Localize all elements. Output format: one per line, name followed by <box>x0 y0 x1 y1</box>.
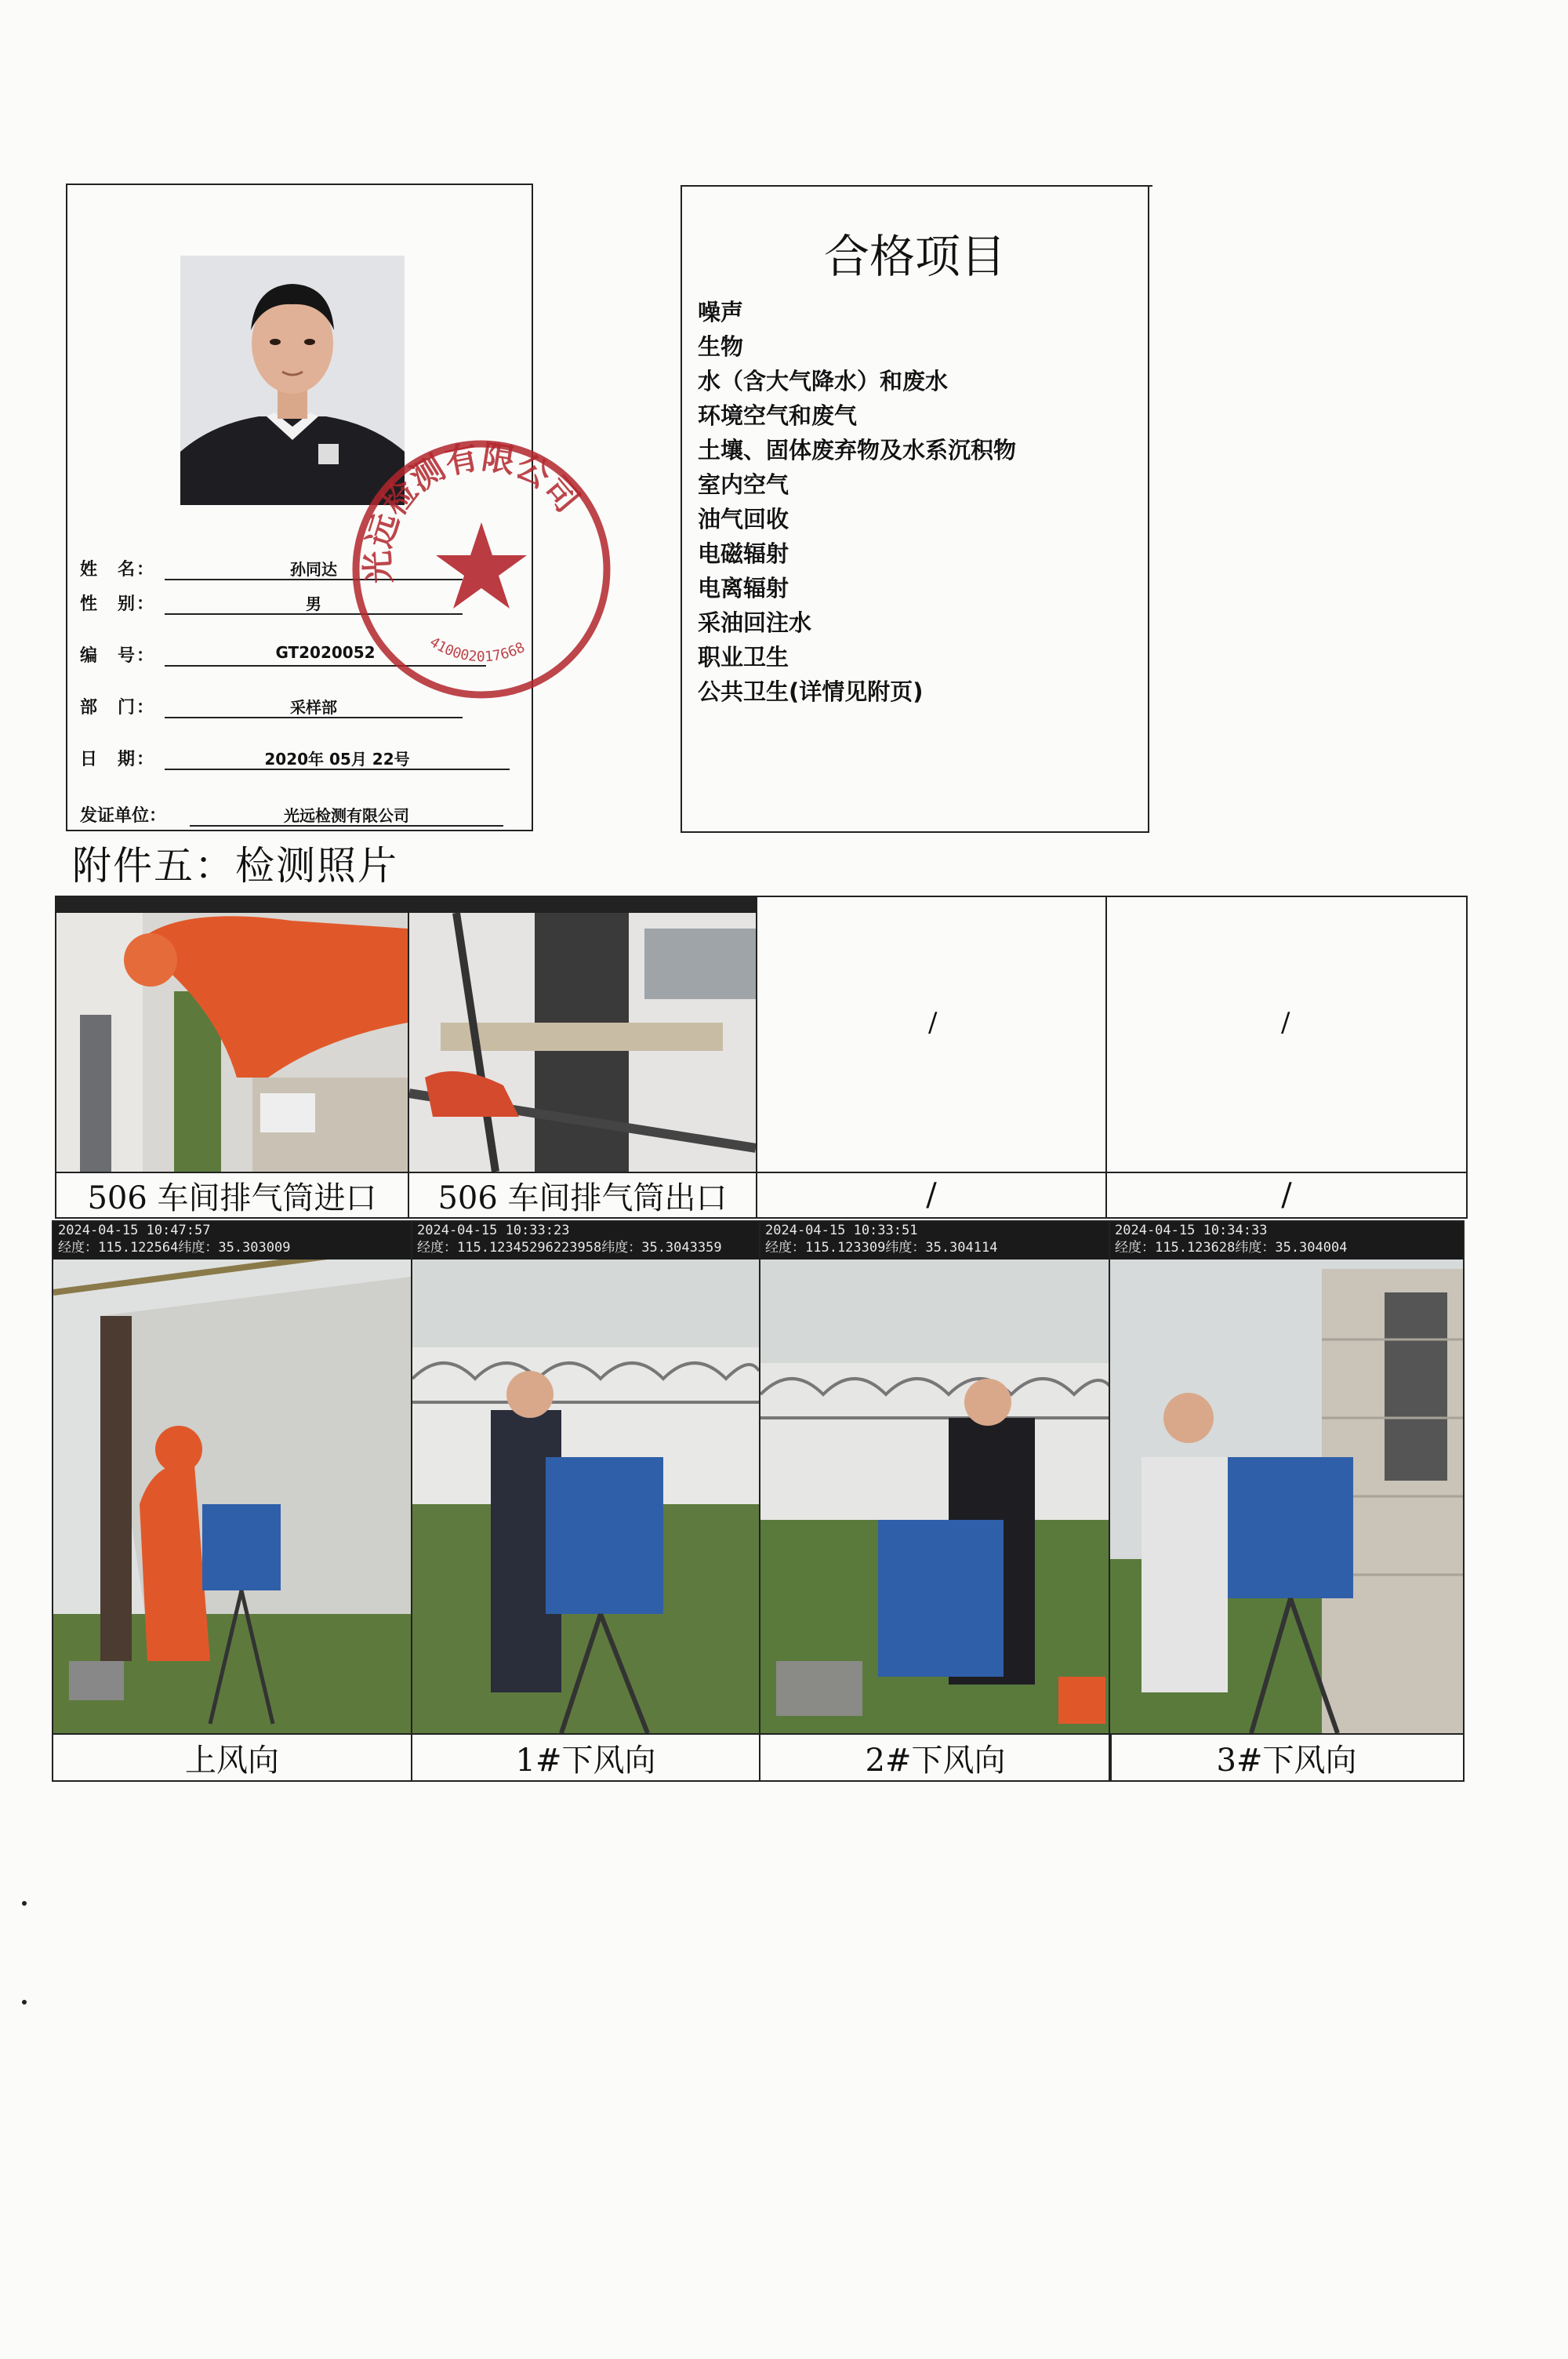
caption-empty-2: / <box>1105 1172 1468 1219</box>
qual-item: 生物 <box>698 333 744 360</box>
photo-exhaust-inlet <box>56 897 408 1172</box>
svg-text:410002017668 <box>426 634 528 665</box>
label-gender: 性 别： <box>80 594 156 614</box>
caption-downwind-2: 2#下风向 <box>759 1733 1112 1782</box>
photo-cell-empty-2 <box>1105 896 1468 1173</box>
qual-item: 油气回收 <box>698 506 789 533</box>
caption-downwind-3: 3#下风向 <box>1109 1733 1465 1782</box>
qual-item: 室内空气 <box>698 471 789 498</box>
qual-item: 公共卫生(详情见附页) <box>698 678 924 705</box>
card-row-date <box>80 739 510 770</box>
qual-item: 电磁辐射 <box>698 540 789 567</box>
photo-cell-downwind-3 <box>1109 1220 1465 1735</box>
qual-item: 职业卫生 <box>698 644 789 671</box>
photo-exhaust-outlet <box>409 897 756 1172</box>
photo-timestamp <box>412 1222 759 1259</box>
qual-top-border <box>682 185 1152 187</box>
card-row-issuer <box>80 795 503 827</box>
seal-text: 光远检测有限公司 <box>358 437 587 585</box>
stamp-time: 2024-04-15 10:33:23 <box>417 1223 570 1238</box>
caption-outlet: 506 车间排气筒出口 <box>408 1172 757 1219</box>
label-id: 编 号： <box>80 646 156 666</box>
caption-empty-1: / <box>756 1172 1107 1219</box>
caption-upwind: 上风向 <box>52 1733 412 1782</box>
label-issuer: 发证单位： <box>80 806 167 826</box>
label-date: 日 期： <box>80 750 156 769</box>
photo-timestamp <box>1110 1222 1463 1259</box>
photo-cell-downwind-2 <box>759 1220 1112 1735</box>
value-name: 孙同达 <box>165 557 463 580</box>
qualification-title: 合格项目 <box>823 230 1006 283</box>
photo-cell-empty-1 <box>756 896 1107 1173</box>
qual-item: 采油回注水 <box>698 609 812 636</box>
stamp-coords: 经度：115.123309纬度：35.304114 <box>765 1240 998 1256</box>
stamp-time: 2024-04-15 10:34:33 <box>1115 1223 1268 1238</box>
photo-timestamp <box>53 1222 411 1259</box>
stamp-time: 2024-04-15 10:33:51 <box>765 1223 918 1238</box>
photo-downwind-1 <box>412 1222 759 1733</box>
value-gender: 男 <box>165 591 463 615</box>
seal-number: 410002017668 <box>426 634 528 666</box>
photo-cell-downwind-1 <box>411 1220 760 1735</box>
stamp-coords: 经度：115.123628纬度：35.304004 <box>1115 1240 1348 1256</box>
qual-item: 电离辐射 <box>698 575 789 602</box>
empty-mark: / <box>1281 1007 1290 1038</box>
photo-downwind-3 <box>1110 1222 1463 1733</box>
qual-item: 噪声 <box>698 299 744 325</box>
scan-dot <box>22 1901 27 1906</box>
photo-downwind-2 <box>760 1222 1110 1733</box>
value-issuer: 光远检测有限公司 <box>190 803 503 827</box>
card-top-border <box>67 184 532 185</box>
label-name: 姓 名： <box>80 560 156 580</box>
stamp-coords: 经度：115.122564纬度：35.303009 <box>58 1240 291 1256</box>
official-seal <box>348 436 615 703</box>
qual-item: 水（含大气降水）和废水 <box>698 368 949 394</box>
value-id: GT2020052 <box>165 643 486 667</box>
value-date: 2020年 05月 22号 <box>165 747 510 770</box>
qual-item: 环境空气和废气 <box>698 402 858 429</box>
photo-cell-upwind <box>52 1220 412 1735</box>
caption-inlet: 506 车间排气筒进口 <box>55 1172 409 1219</box>
label-department: 部 门： <box>80 698 156 718</box>
annex-title: 附件五：检测照片 <box>72 843 398 889</box>
photo-timestamp <box>760 1222 1110 1259</box>
caption-downwind-1: 1#下风向 <box>411 1733 760 1782</box>
empty-mark: / <box>928 1007 938 1038</box>
scan-dot <box>22 2000 27 2005</box>
value-department: 采样部 <box>165 695 463 718</box>
stamp-coords: 经度：115.12345296223958纬度：35.3043359 <box>417 1240 722 1256</box>
photo-cell-inlet <box>55 896 409 1173</box>
photo-cell-outlet <box>408 896 757 1173</box>
qualification-box <box>681 185 1149 833</box>
qualification-list <box>698 295 1016 709</box>
photo-upwind <box>53 1222 411 1733</box>
qual-item: 土壤、固体废弃物及水系沉积物 <box>698 437 1017 463</box>
stamp-time: 2024-04-15 10:47:57 <box>58 1223 211 1238</box>
